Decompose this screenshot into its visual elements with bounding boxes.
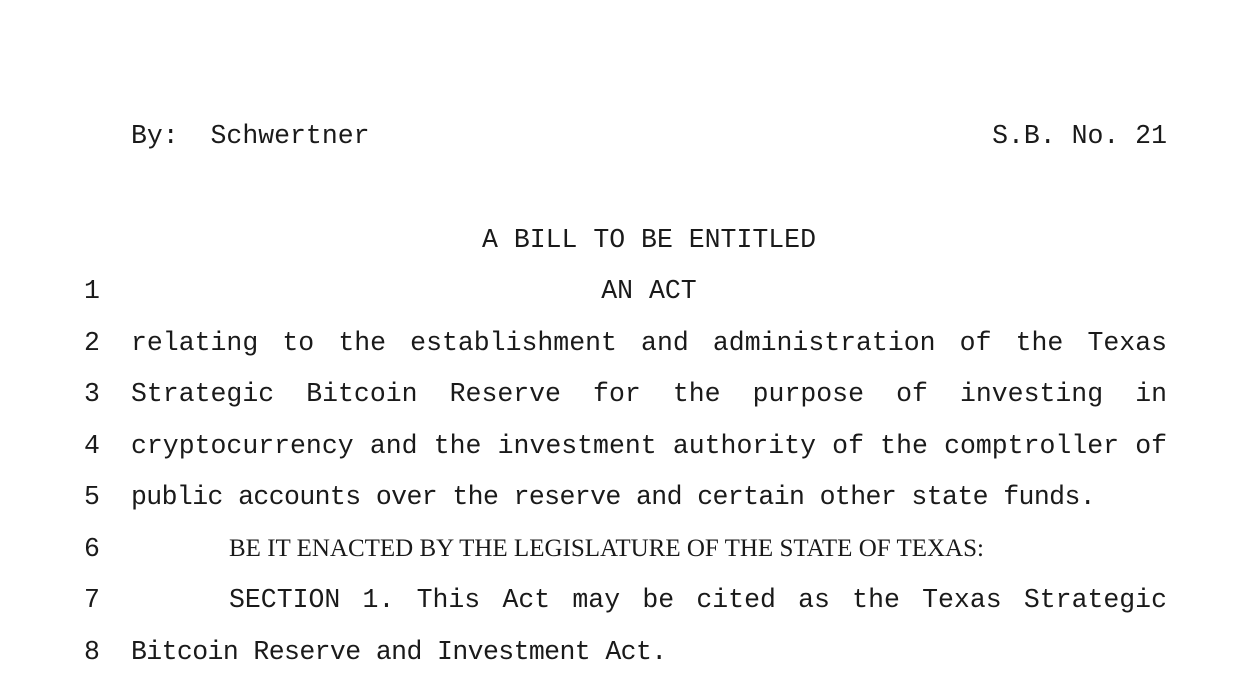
line-text: relating to the establishment and administration of the Texas: [131, 328, 1167, 358]
sponsor-label: By: Schwertner: [131, 121, 370, 151]
bill-caption: A BILL TO BE ENTITLED: [482, 225, 816, 255]
line-number: 1: [84, 276, 100, 306]
bill-header: [131, 118, 1167, 154]
bill-caption-line: [0, 222, 1256, 258]
line-text: public accounts over the reserve and certain other state funds.: [131, 482, 1096, 512]
line-number: 7: [84, 585, 100, 615]
line-number: 6: [84, 534, 100, 564]
line-text: cryptocurrency and the investment authority of the comptroller of: [131, 431, 1167, 461]
bill-number: S.B. No. 21: [992, 121, 1167, 151]
numbered-line-4: [0, 428, 1256, 464]
line-number: 2: [84, 328, 100, 358]
numbered-line-2: [0, 325, 1256, 361]
numbered-line-1: [0, 273, 1256, 309]
numbered-line-3: [0, 376, 1256, 412]
section-1-text: SECTION 1. This Act may be cited as the Texas Strategic: [229, 585, 1167, 615]
line-number: 8: [84, 637, 100, 667]
numbered-line-5: [0, 479, 1256, 515]
line-text: Strategic Bitcoin Reserve for the purpose of investing in: [131, 379, 1167, 409]
numbered-line-6: [0, 531, 1256, 567]
line-number: 4: [84, 431, 100, 461]
line-number: 3: [84, 379, 100, 409]
act-heading: AN ACT: [601, 276, 697, 306]
numbered-line-8: [0, 634, 1256, 670]
line-number: 5: [84, 482, 100, 512]
enacting-clause: BE IT ENACTED BY THE LEGISLATURE OF THE STATE OF TEXAS:: [229, 535, 984, 562]
line-text: Bitcoin Reserve and Investment Act.: [131, 637, 667, 667]
numbered-line-7: [0, 582, 1256, 618]
